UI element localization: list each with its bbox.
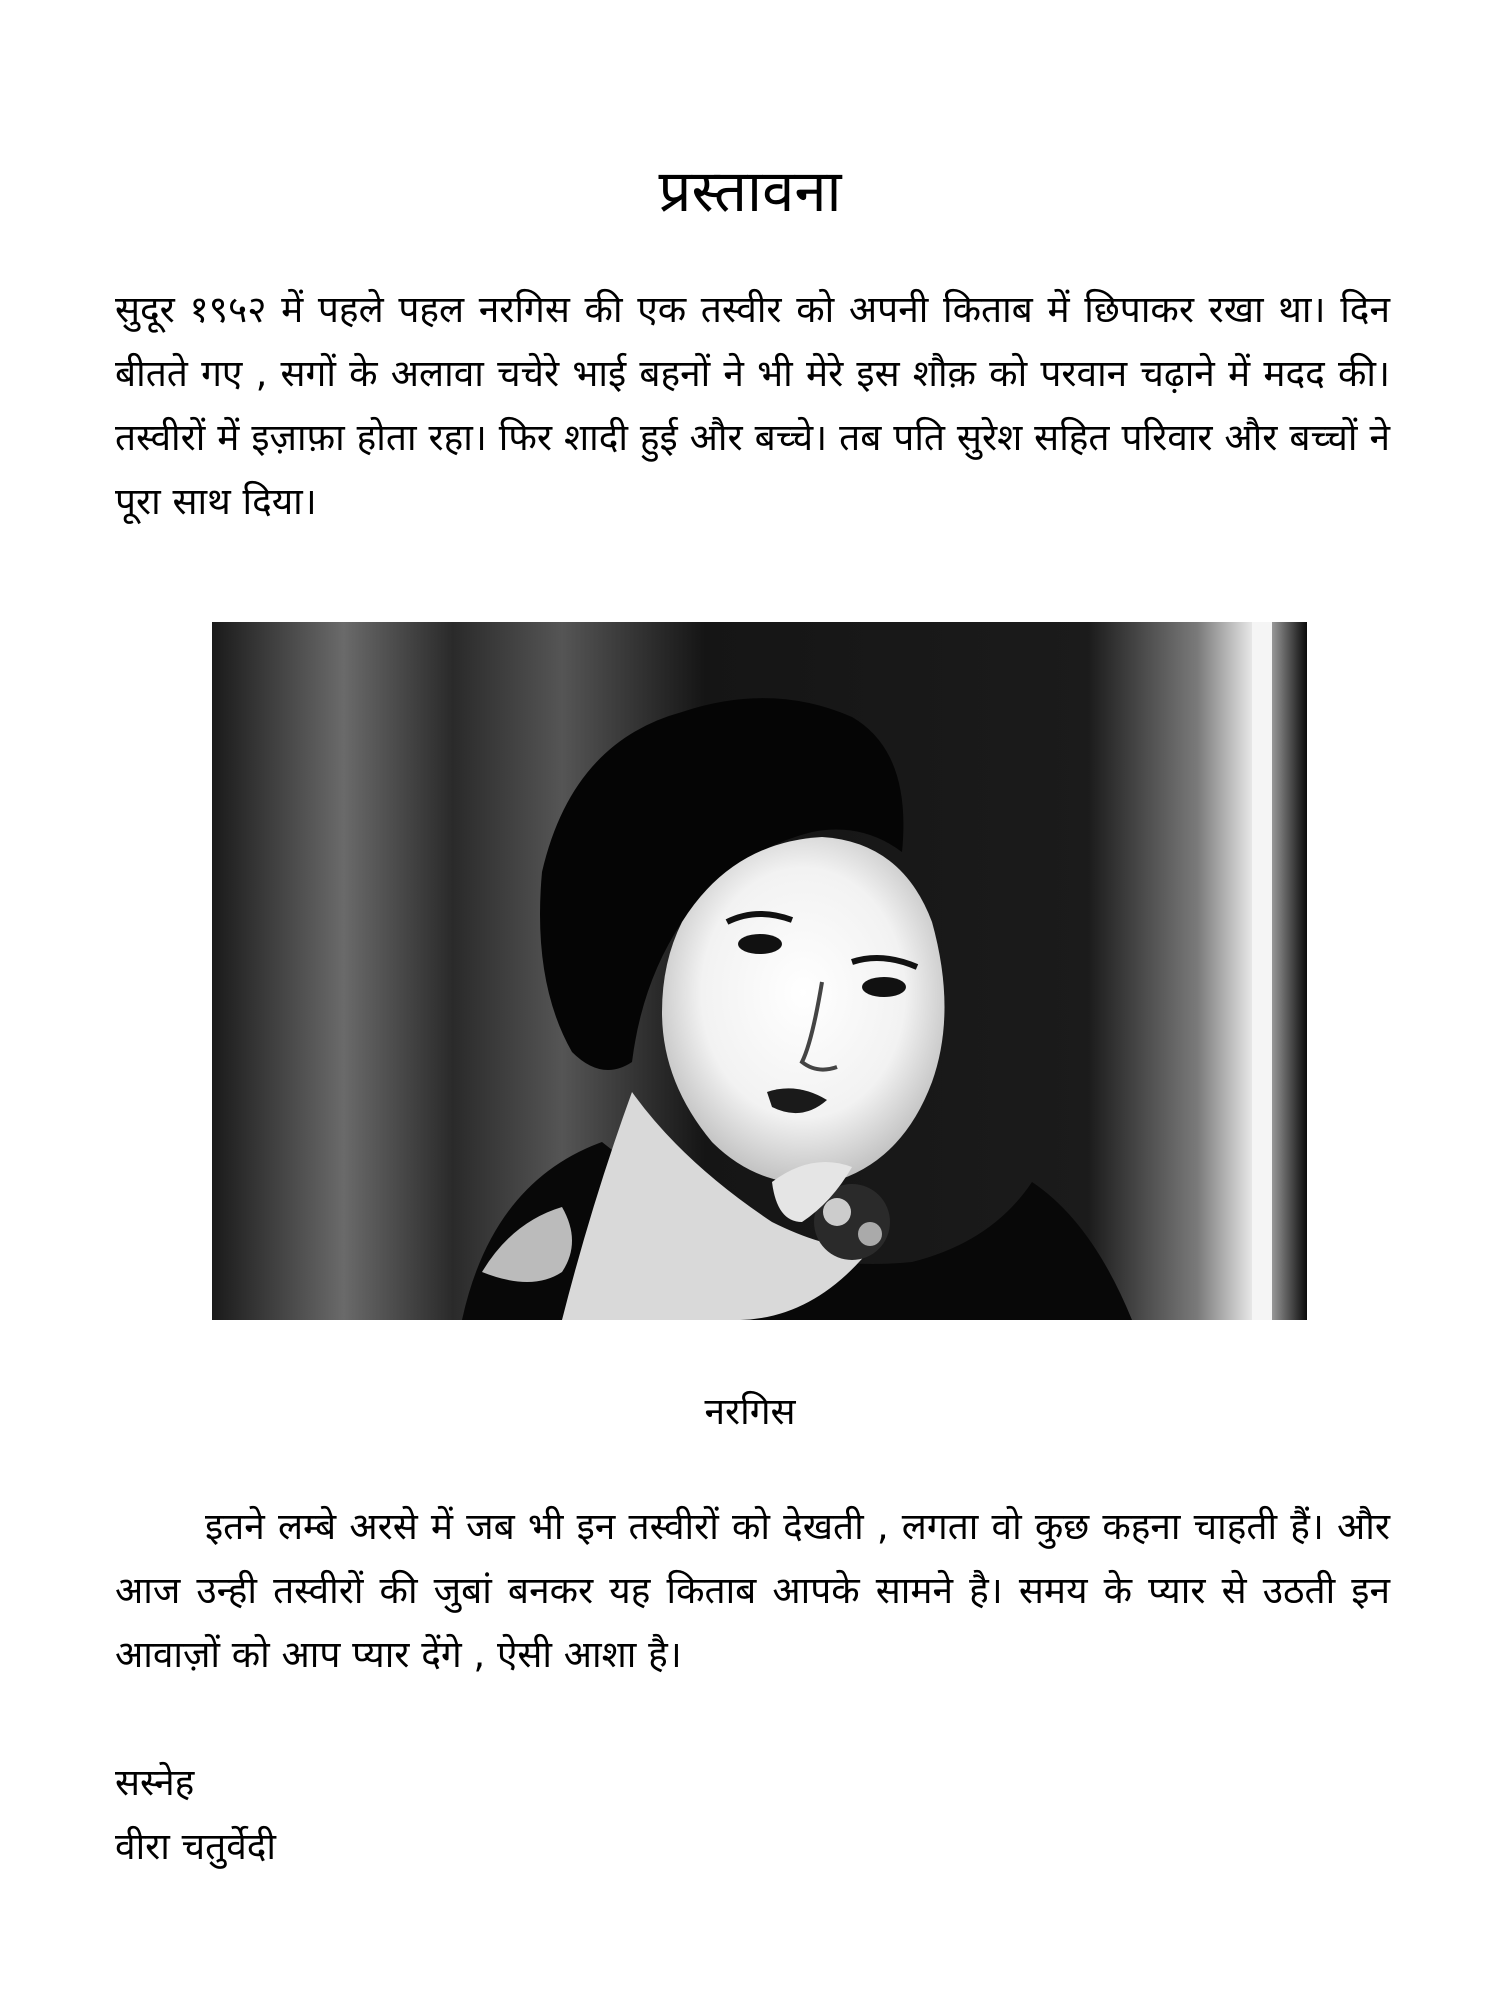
salutation: सस्नेह: [115, 1761, 195, 1804]
closing-block: [115, 1751, 276, 1879]
page-title: प्रस्तावना: [658, 156, 842, 225]
portrait-photo: [212, 622, 1307, 1320]
intro-paragraph: सुदूर १९५२ में पहले पहल नरगिस की एक तस्वीर को अपनी किताब में छिपाकर रखा था। दिन बीतते गए , सगों के अलावा चचेरे भाई बहनों ने भी मेरे इस शौक़ को परवान चढ़ाने में मदद की। तस्वीरों में इज़ाफ़ा होता रहा। फिर शादी हुई और बच्चे। तब पति सुरेश सहित परिवार और बच्चों ने पूरा साथ दिया।: [115, 288, 1390, 523]
photo-caption: नरगिस: [704, 1390, 796, 1433]
second-paragraph: इतने लम्बे अरसे में जब भी इन तस्वीरों को देखती , लगता वो कुछ कहना चाहती हैं। और आज उन्ही तस्वीरों की जुबां बनकर यह किताब आपके सामने है। समय के प्यार से उठती इन आवाज़ों को आप प्यार देंगे , ऐसी आशा है।: [115, 1505, 1390, 1676]
author-name: वीरा चतुर्वेदी: [115, 1825, 277, 1868]
